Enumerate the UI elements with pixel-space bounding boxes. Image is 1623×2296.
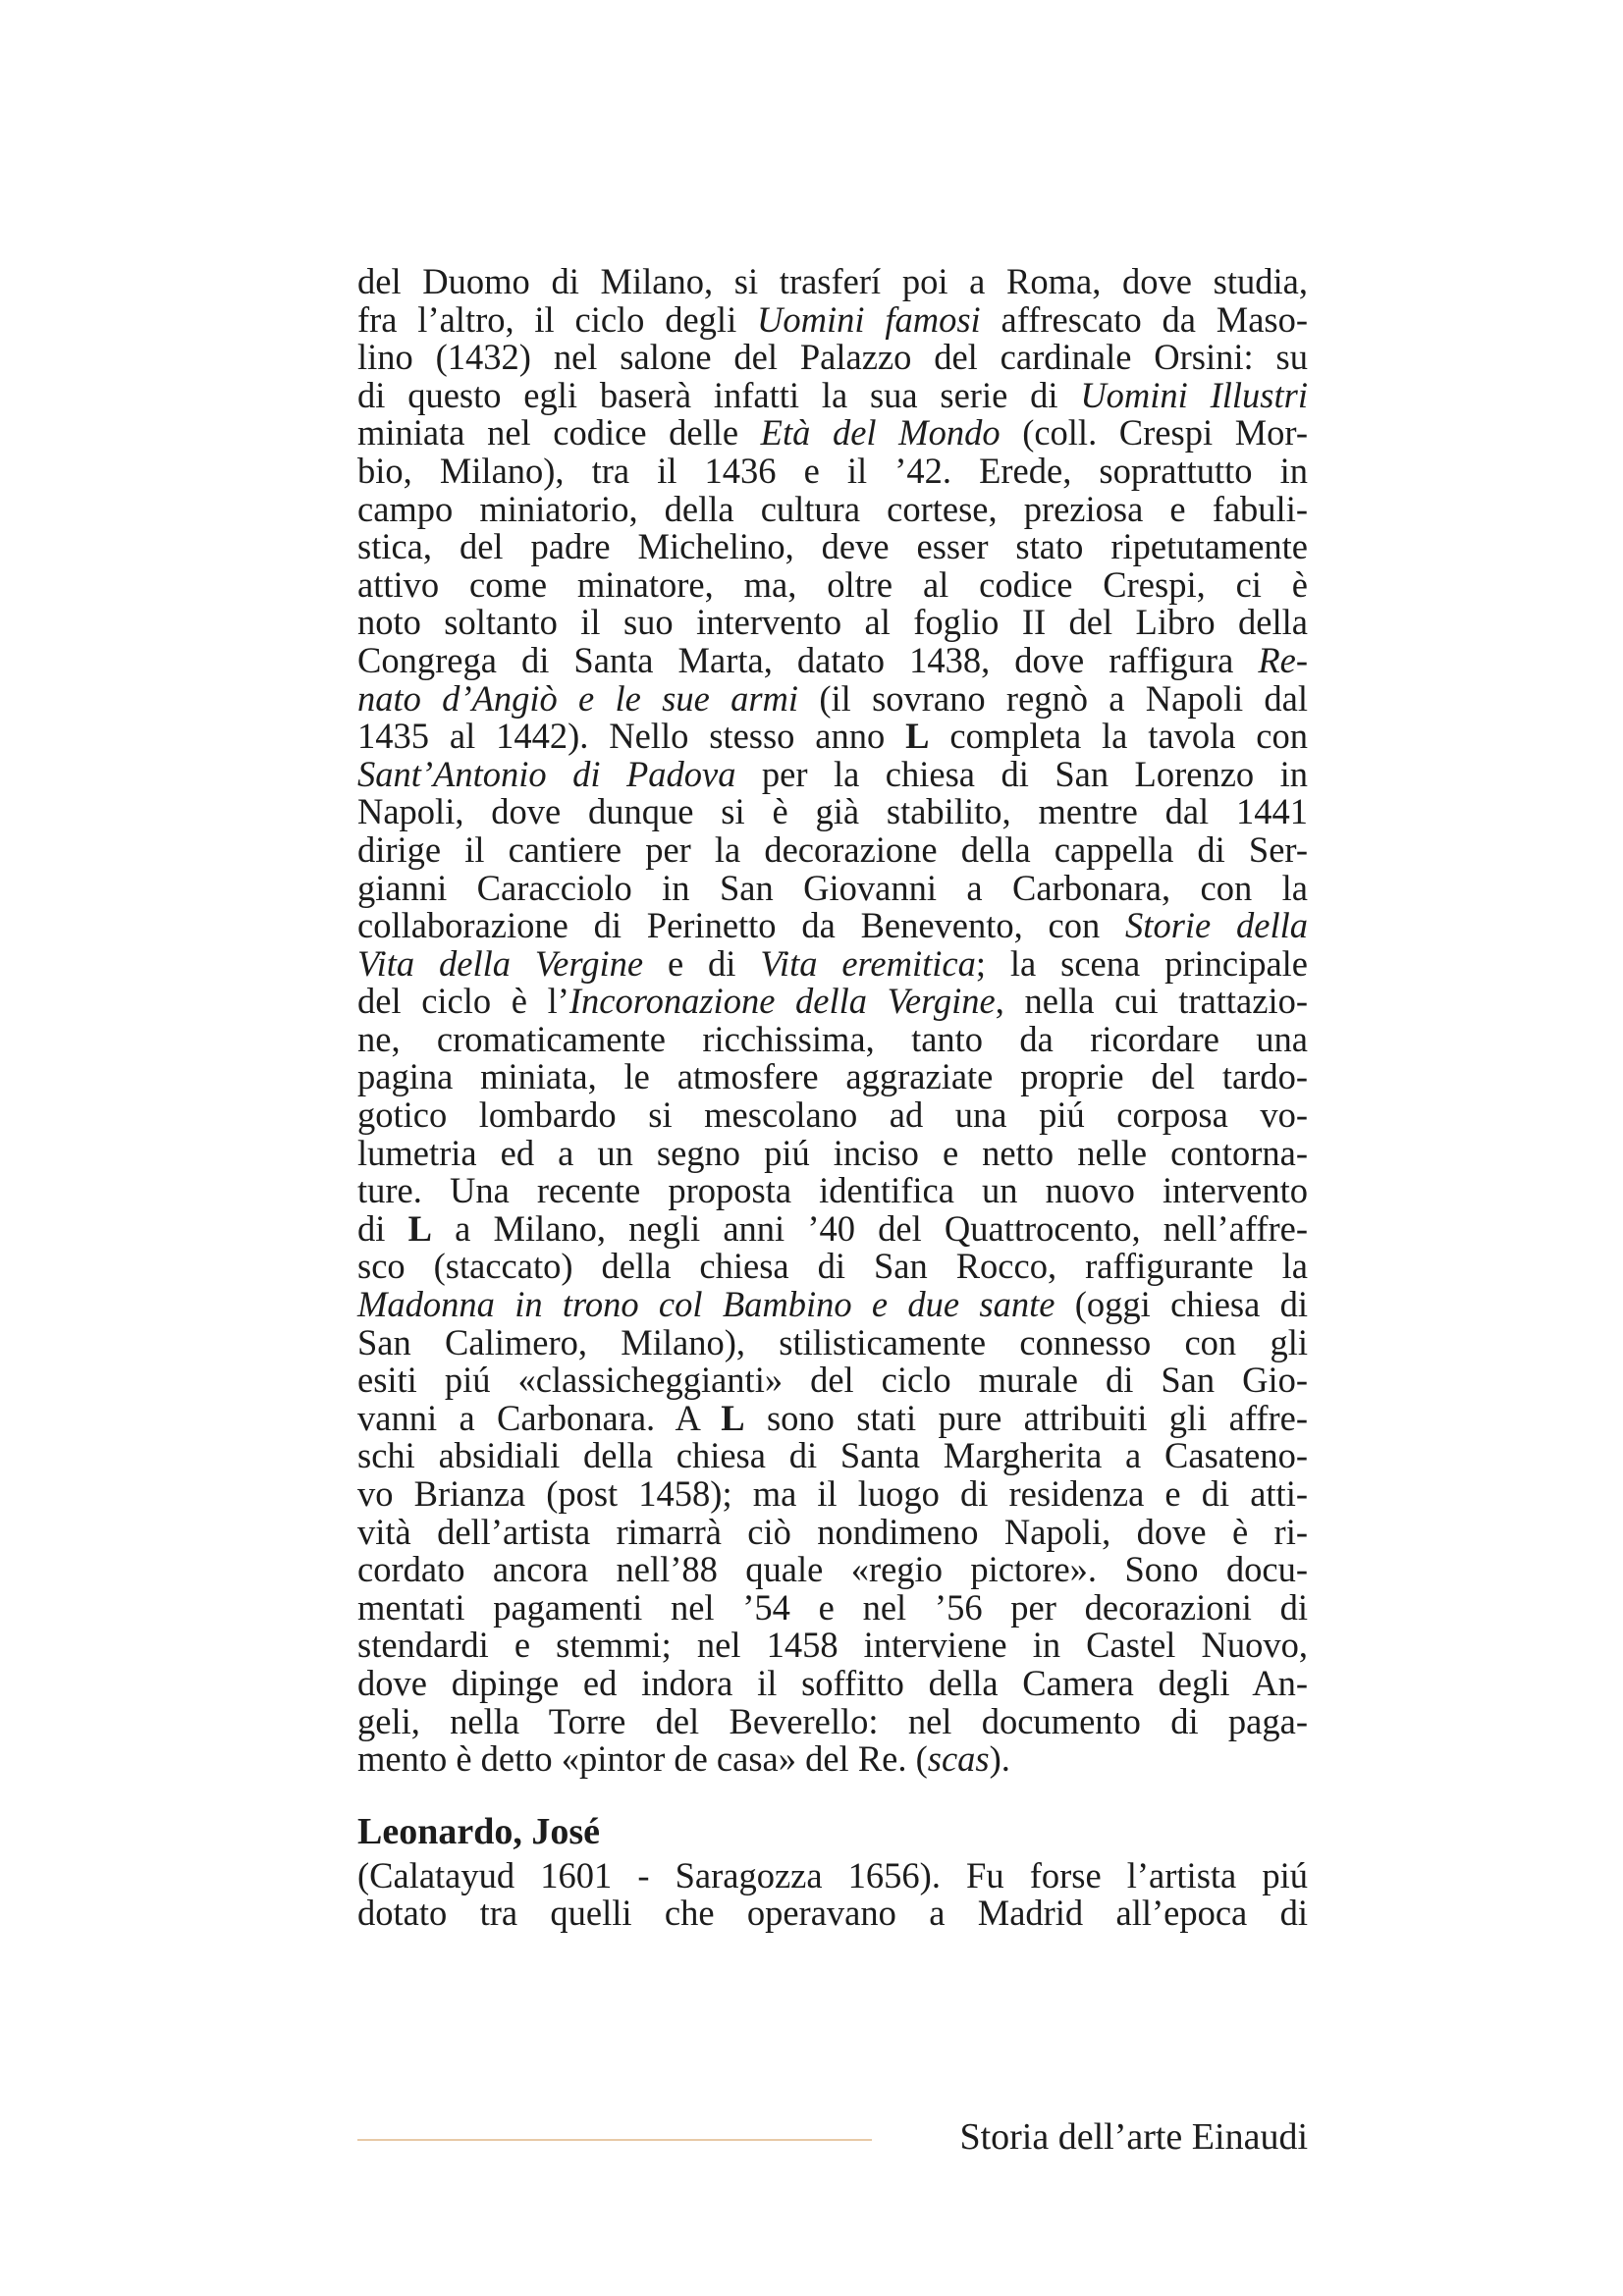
italic-text: Re- — [1258, 639, 1308, 680]
text-run: (il sovrano regnò a Napoli dal — [798, 677, 1309, 719]
body-line — [357, 907, 1308, 945]
text-run: mento è detto «pintor de casa» del Re. ( — [357, 1738, 928, 1780]
italic-text: scas — [927, 1738, 990, 1780]
body-line — [357, 1740, 1308, 1779]
body-line — [357, 1248, 1308, 1286]
text-run: , nella cui trattazio- — [995, 981, 1309, 1022]
text-run: stendardi e stemmi; nel 1458 interviene in Castel Nuovo, — [357, 1625, 1308, 1666]
body-line — [357, 414, 1308, 453]
body-line — [357, 450, 1308, 491]
body-line — [357, 1397, 1308, 1438]
text-run: schi absidiali della chiesa di Santa Margherita a Casateno- — [357, 1435, 1308, 1476]
body-line — [357, 639, 1308, 680]
text-run: gianni Caracciolo in San Giovanni a Carbonara, con la — [357, 867, 1308, 908]
text-run: bio, Milano), tra il 1436 e il ’42. Erede, soprattutto in — [357, 450, 1308, 491]
body-line — [357, 1132, 1308, 1173]
italic-text: Incoronazione della Vergine — [568, 981, 996, 1022]
text-run: del ciclo è l’ — [357, 981, 569, 1022]
italic-text: Sant’Antonio di Padova — [357, 753, 736, 794]
body-line — [357, 983, 1308, 1021]
body-line — [357, 1700, 1308, 1741]
italic-text: Uomini famosi — [757, 298, 981, 340]
body-line — [357, 488, 1308, 529]
body-line — [357, 1286, 1308, 1324]
page-content — [357, 263, 1308, 1933]
text-run: affrescato da Maso- — [980, 298, 1309, 340]
body-line — [357, 1321, 1308, 1362]
body-line — [357, 1172, 1308, 1210]
bold-text: L — [905, 716, 930, 757]
body-line — [357, 1586, 1308, 1628]
text-run: completa la tavola con — [929, 716, 1309, 757]
text-run: cordato ancora nell’88 quale «regio pictore». Sono docu- — [357, 1549, 1308, 1590]
text-run: ). — [989, 1738, 1010, 1780]
text-run: vanni a Carbonara. A — [357, 1397, 722, 1438]
text-run: a Milano, negli anni ’40 del Quattrocento, nell’affre- — [431, 1207, 1308, 1249]
body-line — [357, 1437, 1308, 1475]
text-run: Congrega di Santa Marta, datato 1438, dove raffigura — [357, 639, 1259, 680]
body-line — [357, 1627, 1308, 1665]
text-run: e di — [643, 942, 761, 984]
text-run: campo miniatorio, della cultura cortese, preziosa e fabuli- — [357, 488, 1308, 529]
footer-title: Storia dell’arte Einaudi — [959, 2116, 1308, 2158]
text-run: (oggi chiesa di — [1055, 1284, 1308, 1325]
text-run: per la chiesa di San Lorenzo in — [735, 753, 1308, 794]
text-run: di questo egli baserà infatti la sua serie di — [357, 374, 1081, 415]
text-run: vità dell’artista rimarrà ciò nondimeno Napoli, dove è ri- — [357, 1511, 1308, 1552]
body-line — [357, 298, 1309, 340]
body-line — [357, 1662, 1308, 1703]
text-run: mentati pagamenti nel ’54 e nel ’56 per decorazioni di — [357, 1586, 1308, 1628]
body-line — [357, 374, 1308, 415]
italic-text: Uomini Illustri — [1080, 374, 1308, 415]
body-line — [357, 1096, 1308, 1135]
body-line — [357, 753, 1308, 794]
text-run: di — [357, 1207, 408, 1249]
text-run: 1435 al 1442). Nello stesso anno — [357, 716, 906, 757]
text-run: del Duomo di Milano, si trasferí poi a Roma, dove studia, — [357, 261, 1308, 301]
text-run: dotato tra quelli che operavano a Madrid all’epoca di — [357, 1893, 1308, 1934]
italic-text: nato d’Angiò e le sue armi — [357, 677, 799, 719]
footer-rule — [357, 2139, 872, 2141]
text-run: lino (1432) nel salone del Palazzo del cardinale Orsini: su — [357, 337, 1308, 378]
text-run: vo Brianza (post 1458); ma il luogo di residenza e di atti- — [357, 1473, 1308, 1514]
italic-text: Vita della Vergine — [357, 942, 644, 984]
body-line — [357, 1551, 1308, 1589]
body-line — [357, 793, 1308, 831]
italic-text: Vita eremitica — [760, 942, 976, 984]
text-run: ; la scena principale — [975, 942, 1309, 984]
text-run: ture. Una recente proposta identifica un nuovo intervento — [357, 1170, 1308, 1211]
text-run: dove dipinge ed indora il soffitto della Camera degli An- — [357, 1662, 1308, 1703]
text-run: noto soltanto il suo intervento al foglio II del Libro della — [357, 602, 1308, 643]
body-line — [357, 1511, 1308, 1552]
text-run: stica, del padre Michelino, deve esser stato ripetutamente — [357, 526, 1308, 567]
body-line — [357, 942, 1309, 984]
text-run: (coll. Crespi Mor- — [1000, 412, 1308, 454]
text-run: dirige il cantiere per la decorazione della cappella di Ser- — [357, 828, 1308, 870]
italic-text: Età del Mondo — [760, 412, 1001, 454]
body-line — [357, 1207, 1308, 1249]
entry-line — [357, 1854, 1308, 1896]
text-run: geli, nella Torre del Beverello: nel documento di paga- — [357, 1700, 1308, 1741]
body-line — [357, 1362, 1308, 1400]
body-line — [357, 867, 1308, 908]
bold-text: L — [721, 1397, 745, 1438]
body-line — [357, 604, 1308, 642]
text-run: collaborazione di Perinetto da Benevento, con — [357, 905, 1126, 946]
body-line — [357, 1058, 1308, 1096]
entry-line — [357, 1895, 1308, 1933]
text-run: sono stati pure attribuiti gli affre- — [744, 1397, 1308, 1438]
body-line — [357, 1475, 1308, 1514]
body-line — [357, 677, 1309, 719]
text-run: esiti piú «classicheggianti» del ciclo murale di San Gio- — [357, 1360, 1308, 1401]
text-run: pagina miniata, le atmosfere aggraziate proprie del tardo- — [357, 1056, 1308, 1097]
italic-text: Storie della — [1125, 905, 1308, 946]
text-run: ne, cromaticamente ricchissima, tanto da ricordare una — [357, 1018, 1308, 1059]
body-line — [357, 1018, 1308, 1059]
text-run: San Calimero, Milano), stilisticamente connesso con gli — [357, 1321, 1308, 1362]
text-run: attivo come minatore, ma, oltre al codice Crespi, ci è — [357, 563, 1308, 605]
text-run: Napoli, dove dunque si è già stabilito, mentre dal 1441 — [357, 791, 1308, 832]
page-footer — [357, 2110, 1308, 2169]
text-run: gotico lombardo si mescolano ad una piú corposa vo- — [357, 1095, 1308, 1136]
text-run: fra l’altro, il ciclo degli — [357, 298, 758, 340]
entry-body — [357, 1854, 1308, 1934]
text-run: sco (staccato) della chiesa di San Rocco, raffigurante la — [357, 1246, 1308, 1287]
body-line — [357, 528, 1308, 566]
entry-heading: Leonardo, José — [357, 1810, 600, 1852]
article-body — [357, 263, 1308, 1779]
body-line — [357, 263, 1308, 301]
text-run: (Calatayud 1601 - Saragozza 1656). Fu forse l’artista piú — [357, 1854, 1308, 1896]
text-run: miniata nel codice delle — [357, 412, 761, 454]
body-line — [357, 718, 1308, 756]
text-run: lumetria ed a un segno piú inciso e netto nelle contorna- — [357, 1132, 1308, 1173]
body-line — [357, 339, 1308, 377]
italic-text: Madonna in trono col Bambino e due sante — [357, 1284, 1055, 1325]
body-line — [357, 563, 1308, 605]
body-line — [357, 828, 1308, 870]
bold-text: L — [407, 1207, 432, 1249]
